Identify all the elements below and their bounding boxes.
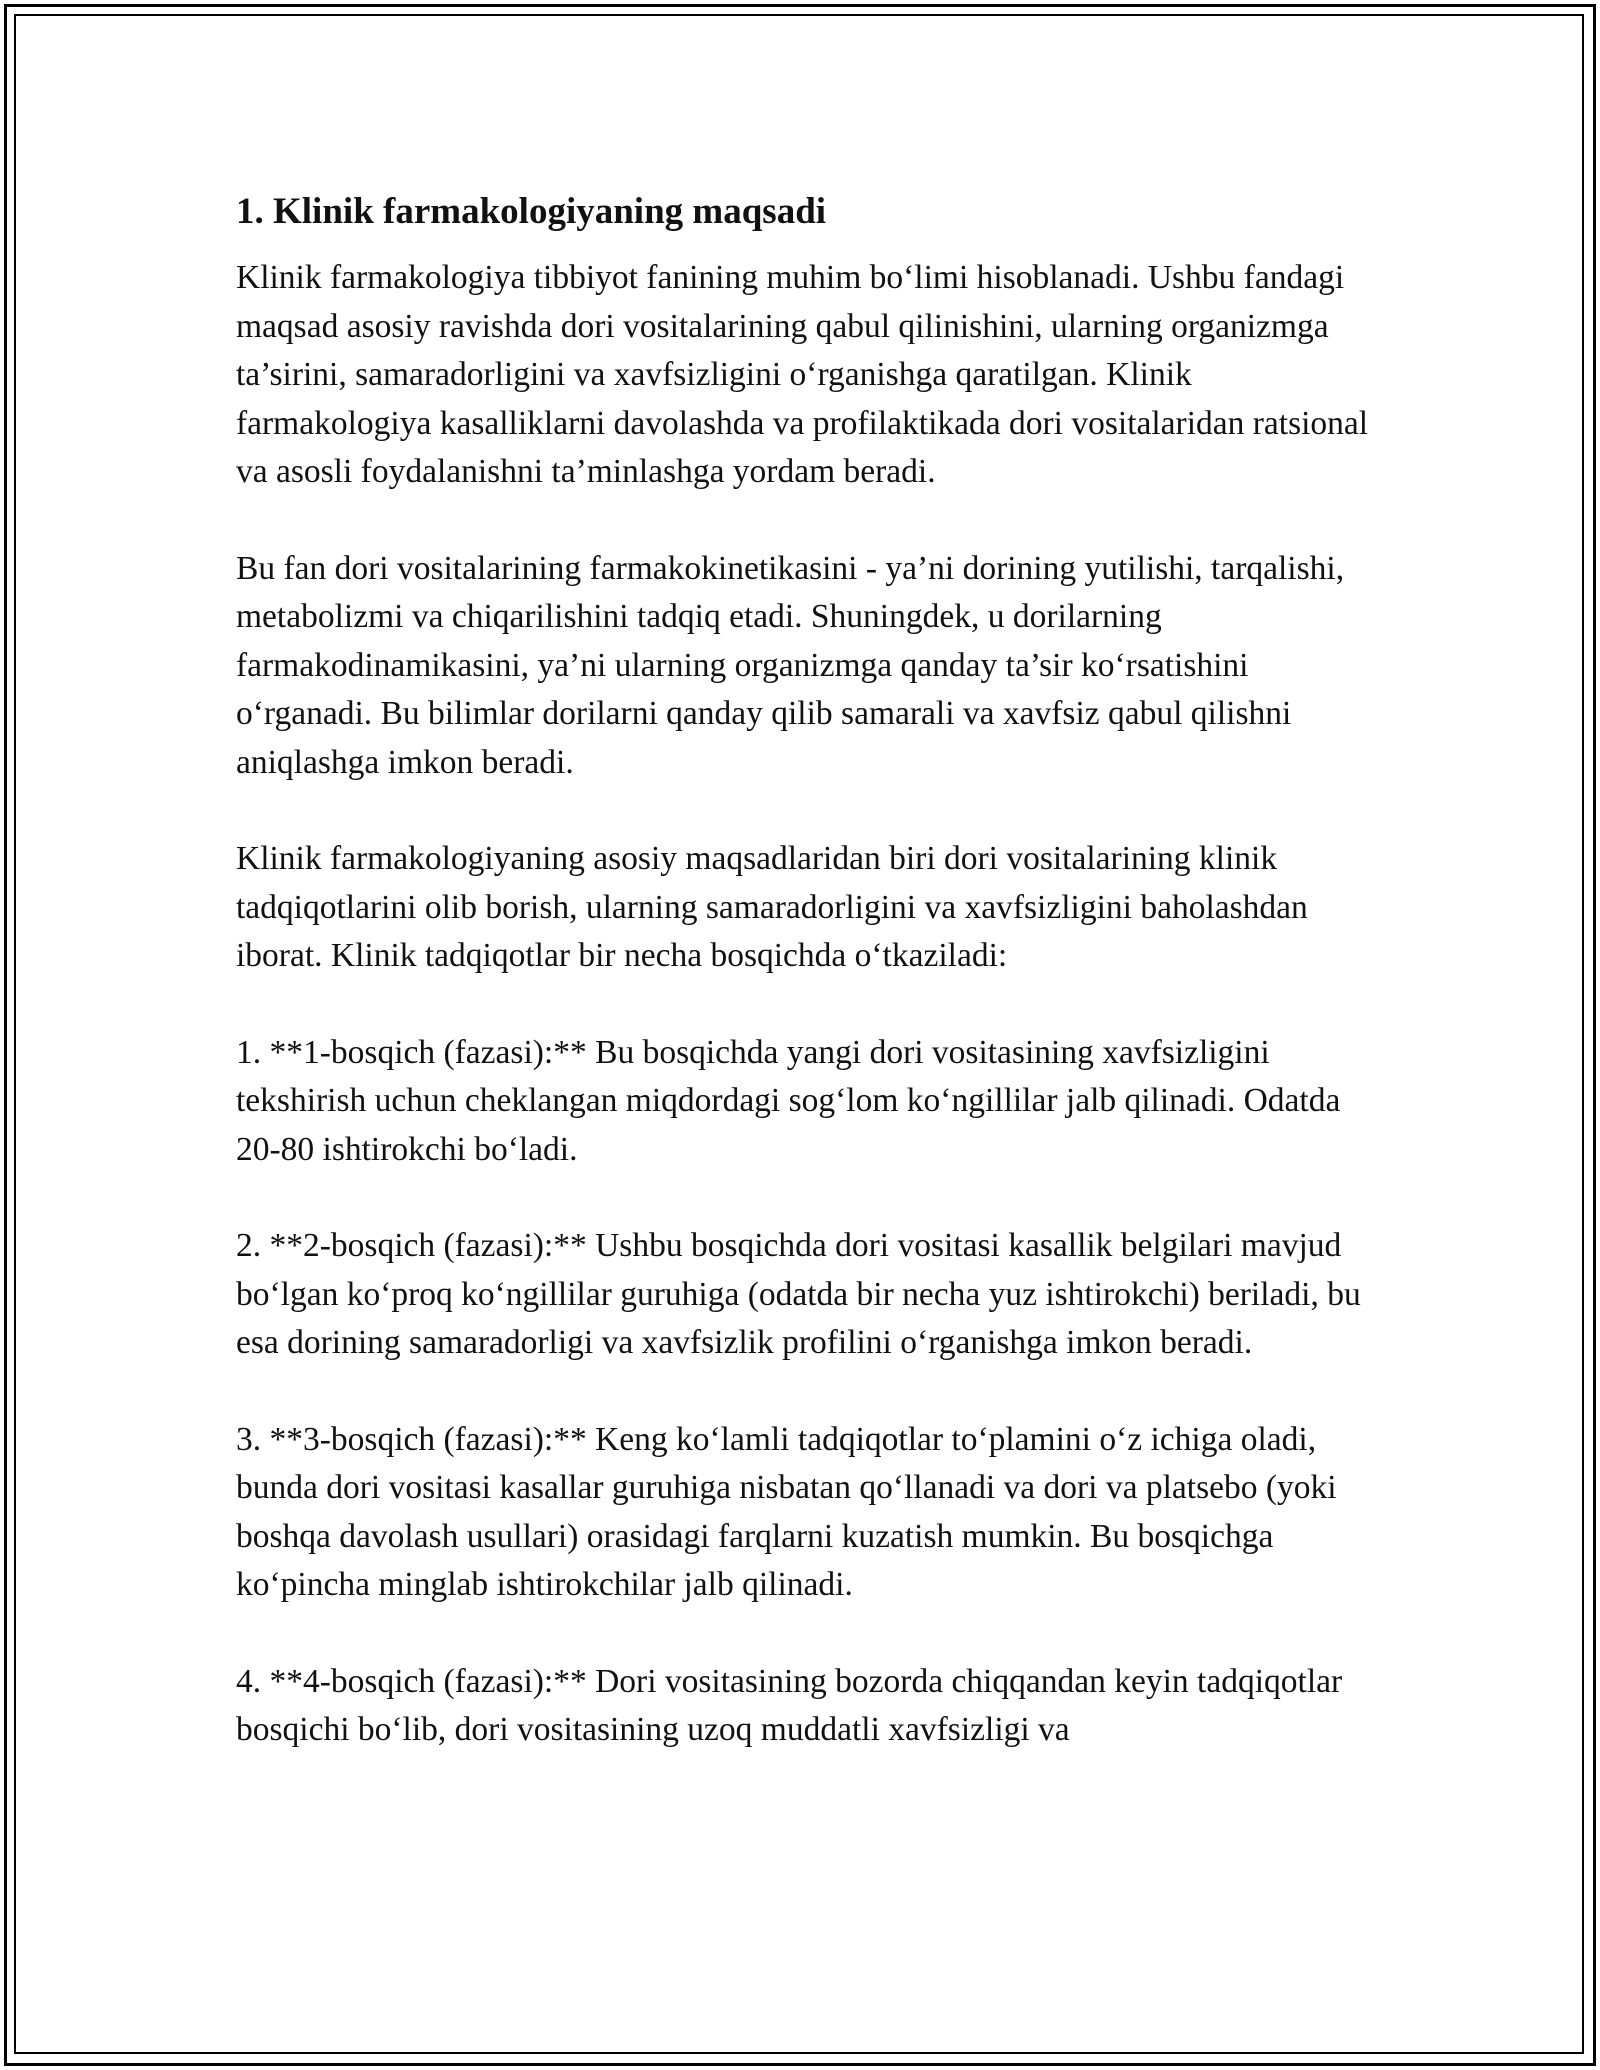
paragraph-clinical-trials: Klinik farmakologiyaning asosiy maqsadlaridan biri dori vositalarining klinik tadqiqotlarini olib borish, ularning samaradorligini va xavfsizligini baholashdan iborat. Klinik tadqiqotlar bir necha bosqichda o‘tkaziladi: [236, 840, 1308, 974]
paragraph-intro: Klinik farmakologiya tibbiyot fanining muhim bo‘limi hisoblanadi. Ushbu fandagi maqsad asosiy ravishda dori vositalarining qabul qilinishini, ularning organizmga ta’sirini, samaradorligini va xavfsizligini o‘rganishga qaratilgan. Klinik farmakologiya kasalliklarni davolashda va profilaktikada dori vositalaridan ratsional va asosli foydalanishni ta’minlashga yordam beradi. [236, 259, 1369, 490]
list-item-phase-4: 4. **4-bosqich (fazasi):** Dori vositasining bozorda chiqqandan keyin tadqiqotlar bosqichi bo‘lib, dori vositasining uzoq muddatli xavfsizligi va [236, 1662, 1343, 1748]
list-item-phase-3: 3. **3-bosqich (fazasi):** Keng ko‘lamli tadqiqotlar to‘plamini o‘z ichiga oladi, bunda dori vositasi kasallar guruhiga nisbatan qo‘llanadi va dori va platsebo (yoki boshqa davolash usullari) orasidagi farqlarni kuzatish mumkin. Bu bosqichga ko‘pincha minglab ishtirokchilar jalb qilinadi. [236, 1420, 1337, 1603]
paragraph-pharmacokinetics: Bu fan dori vositalarining farmakokinetikasini - ya’ni dorining yutilishi, tarqalishi, metabolizmi va chiqarilishini tadqiq etadi. Shuningdek, u dorilarning farmakodinamikasini, ya’ni ularning organizmga qanday ta’sir ko‘rsatishini o‘rganadi. Bu bilimlar dorilarni qanday qilib samarali va xavfsiz qabul qilishni aniqlashga imkon beradi. [236, 549, 1345, 781]
list-item-phase-1: 1. **1-bosqich (fazasi):** Bu bosqichda yangi dori vositasining xavfsizligini tekshirish uchun cheklangan miqdordagi sog‘lom ko‘ngillilar jalb qilinadi. Odatda 20-80 ishtirokchi bo‘ladi. [236, 1033, 1341, 1168]
list-item-phase-2: 2. **2-bosqich (fazasi):** Ushbu bosqichda dori vositasi kasallik belgilari mavjud bo‘lgan ko‘proq ko‘ngillilar guruhiga (odatda bir necha yuz ishtirokchi) beriladi, bu esa dorining samaradorligi va xavfsizlik profilini o‘rganishga imkon beradi. [236, 1227, 1361, 1361]
section-title: 1. Klinik farmakologiyaning maqsadi [236, 191, 827, 232]
document-body [236, 186, 1376, 1803]
